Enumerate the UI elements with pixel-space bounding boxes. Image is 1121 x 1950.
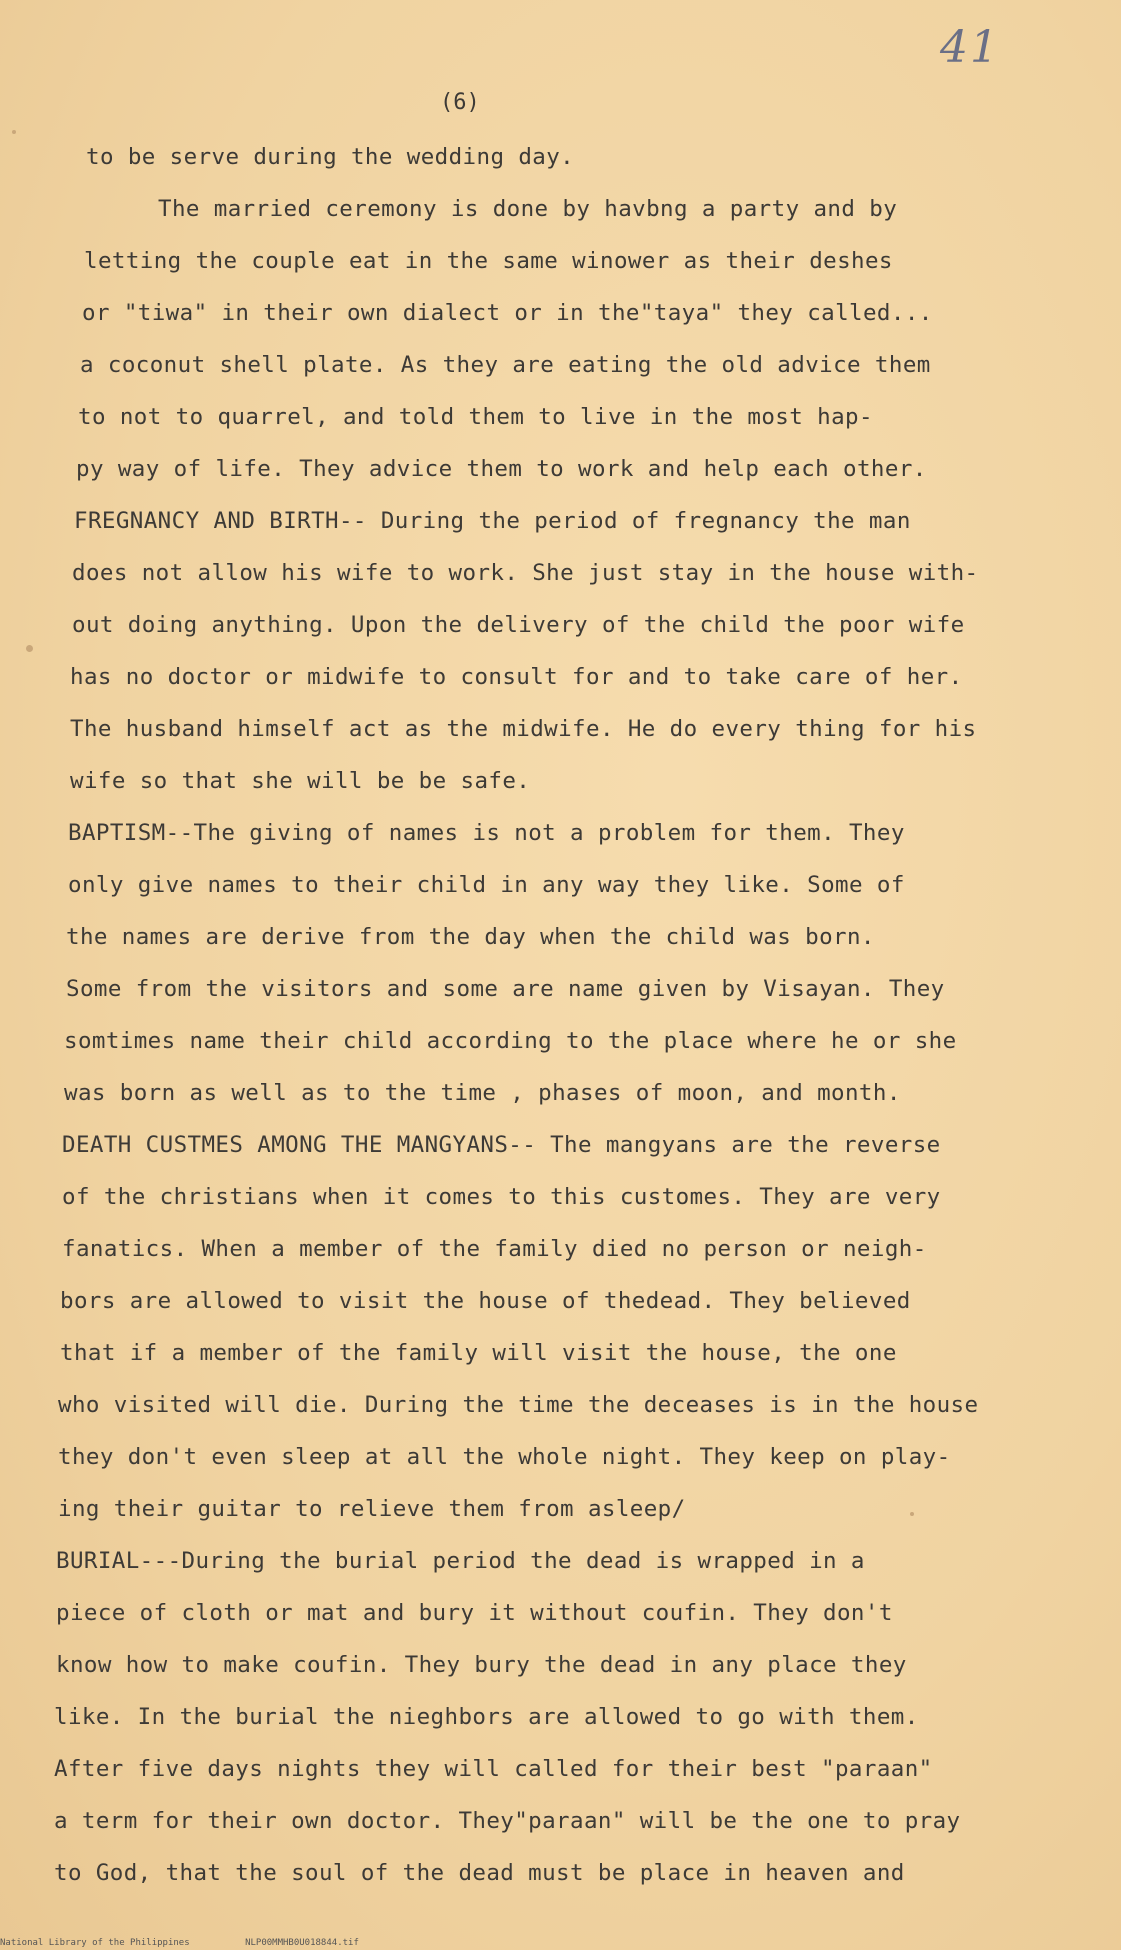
- text-line: BURIAL---During the burial period the dead is wrapped in a: [56, 1548, 865, 1574]
- text-line: has no doctor or midwife to consult for and to take care of her.: [70, 664, 963, 690]
- paper-speck: [910, 1512, 914, 1516]
- text-line: piece of cloth or mat and bury it without coufin. They don't: [56, 1600, 893, 1626]
- text-line: py way of life. They advice them to work and help each other.: [76, 456, 927, 482]
- page-number: (6): [440, 90, 480, 115]
- text-line: they don't even sleep at all the whole night. They keep on play-: [58, 1444, 951, 1470]
- text-line: the names are derive from the day when the child was born.: [66, 924, 875, 950]
- text-line: somtimes name their child according to the place where he or she: [64, 1028, 957, 1054]
- text-line: wife so that she will be be safe.: [70, 768, 531, 794]
- text-line: to not to quarrel, and told them to live in the most hap-: [78, 404, 873, 430]
- text-line: a term for their own doctor. They"paraan" will be the one to pray: [54, 1808, 961, 1834]
- text-line: The husband himself act as the midwife. He do every thing for his: [70, 716, 977, 742]
- text-line: FREGNANCY AND BIRTH-- During the period of fregnancy the man: [74, 508, 911, 534]
- text-line: Some from the visitors and some are name given by Visayan. They: [66, 976, 945, 1002]
- footer-library: National Library of the Philippines: [0, 1938, 190, 1948]
- text-line: like. In the burial the nieghbors are allowed to go with them.: [54, 1704, 919, 1730]
- text-line: DEATH CUSTMES AMONG THE MANGYANS-- The mangyans are the reverse: [62, 1132, 941, 1158]
- folio-number: 41: [940, 22, 1000, 73]
- text-line: or "tiwa" in their own dialect or in the"taya" they called...: [82, 300, 933, 326]
- text-line: does not allow his wife to work. She just stay in the house with-: [72, 560, 979, 586]
- text-line: out doing anything. Upon the delivery of the child the poor wife: [72, 612, 965, 638]
- text-line: of the christians when it comes to this customes. They are very: [62, 1184, 941, 1210]
- text-line: who visited will die. During the time the deceases is in the house: [58, 1392, 979, 1418]
- text-line: bors are allowed to visit the house of thedead. They believed: [60, 1288, 911, 1314]
- text-line: letting the couple eat in the same winower as their deshes: [84, 248, 893, 274]
- text-line: was born as well as to the time , phases of moon, and month.: [64, 1080, 901, 1106]
- text-line: The married ceremony is done by havbng a party and by: [158, 196, 898, 222]
- text-line: only give names to their child in any way they like. Some of: [68, 872, 905, 898]
- paper-speck: [26, 645, 33, 652]
- text-line: know how to make coufin. They bury the dead in any place they: [56, 1652, 907, 1678]
- text-line: ing their guitar to relieve them from asleep/: [58, 1496, 686, 1522]
- text-line: to be serve during the wedding day.: [86, 144, 575, 170]
- text-line: fanatics. When a member of the family died no person or neigh-: [62, 1236, 927, 1262]
- scan-footer: [0, 1938, 409, 1948]
- text-line: to God, that the soul of the dead must be place in heaven and: [54, 1860, 905, 1886]
- text-line: BAPTISM--The giving of names is not a problem for them. They: [68, 820, 905, 846]
- text-line: that if a member of the family will visit the house, the one: [60, 1340, 897, 1366]
- footer-file: NLP00MMHB0U018844.tif: [245, 1938, 359, 1948]
- paper-speck: [12, 130, 16, 134]
- text-line: a coconut shell plate. As they are eating the old advice them: [80, 352, 931, 378]
- text-line: After five days nights they will called for their best "paraan": [54, 1756, 933, 1782]
